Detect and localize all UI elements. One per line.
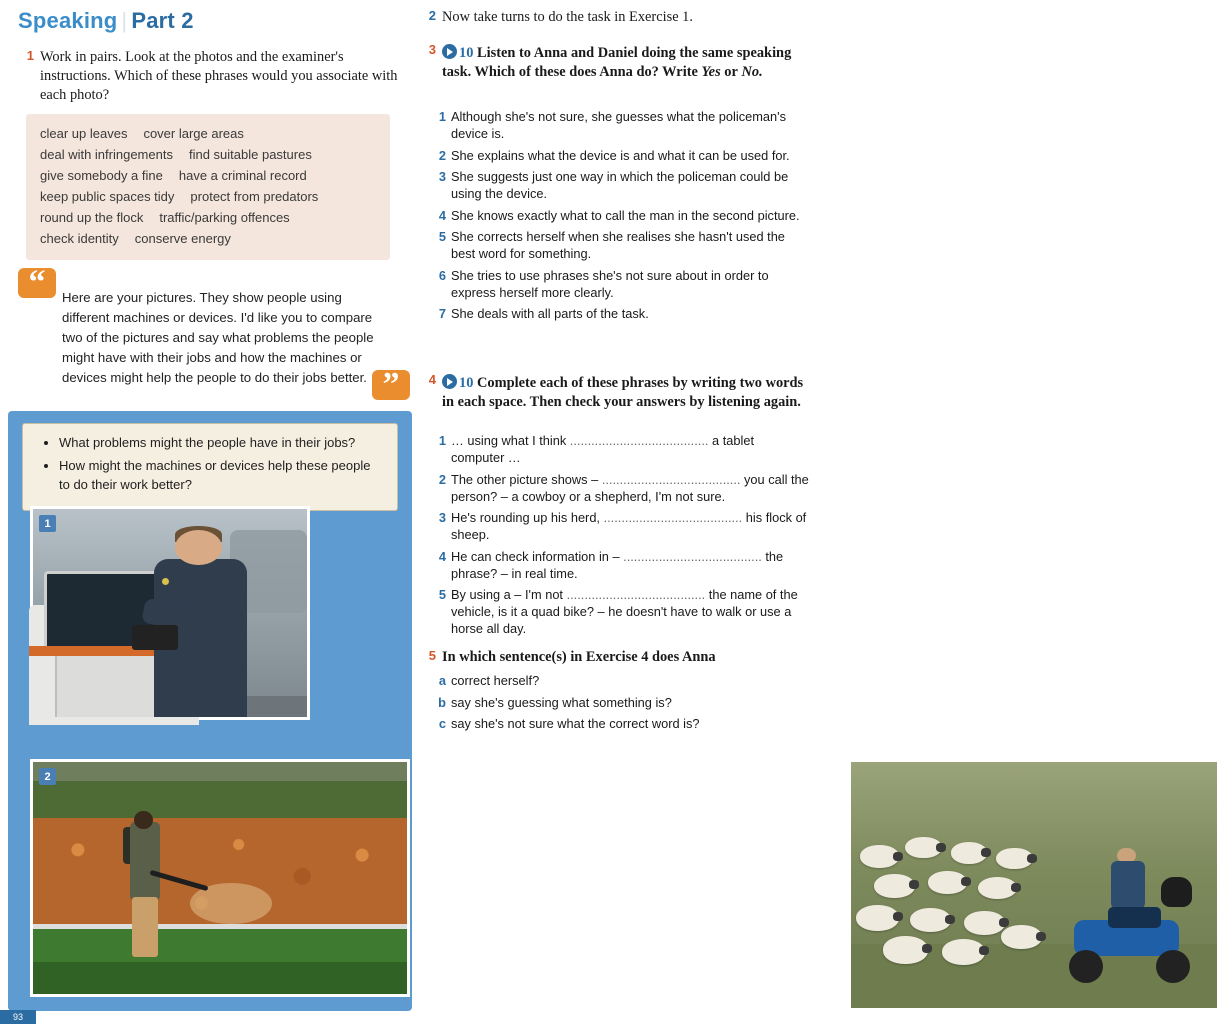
discussion-questions-box: [22, 423, 398, 511]
or-word: or: [724, 64, 738, 81]
list-item: [434, 694, 809, 711]
phrase: clear up leaves: [40, 126, 128, 141]
exercise-3-lead: [442, 42, 805, 82]
photo-label: 1: [39, 515, 56, 532]
phrase-row: [40, 123, 376, 144]
item-number: 2: [438, 471, 446, 487]
item-number: 1: [438, 433, 446, 448]
quote-close-icon: ”: [372, 370, 410, 400]
no-word: No.: [741, 64, 763, 81]
page-title-text: Speaking: [18, 8, 118, 33]
item-text-after: the phrase? – in real time.: [451, 548, 784, 581]
exercise-2-text: Now take turns to do the task in Exercise 1.: [442, 9, 693, 25]
exercise-5-items: [434, 672, 809, 737]
list-item: [434, 471, 809, 505]
list-item: [434, 207, 809, 224]
phrase: give somebody a fine: [40, 168, 163, 184]
answer-blank[interactable]: .......................................: [623, 548, 766, 564]
phrase: round up the flock: [40, 210, 144, 226]
list-item: [434, 432, 809, 466]
exercise-3-number: 3: [428, 42, 436, 57]
item-number: 1: [438, 109, 446, 124]
phrase-row: [40, 207, 376, 228]
list-item: [434, 267, 809, 301]
list-item: [434, 509, 809, 543]
exercise-4-instruction: Complete each of these phrases by writing two words in each space. Then check your answers by listening again.: [442, 375, 804, 411]
exercise-4-lead: [442, 372, 805, 412]
item-number: 5: [438, 587, 446, 603]
item-text-before: He's rounding up his herd,: [451, 510, 600, 526]
exercise-4: [420, 372, 805, 412]
page-title: [18, 8, 194, 34]
item-text-before: … using what I think: [451, 433, 567, 448]
examiner-instructions: [18, 264, 410, 403]
answer-blank[interactable]: .......................................: [566, 587, 709, 603]
item-text-after: the name of the vehicle, is it a quad bike? – he doesn't have to walk or use a horse all day.: [451, 587, 798, 637]
phrase-row: [40, 228, 376, 249]
phrase-box: [26, 114, 390, 260]
exercise-4-items: [434, 432, 809, 642]
exercise-3: [420, 42, 805, 82]
photo-leaf-blower: [30, 759, 410, 997]
answer-blank[interactable]: .......................................: [569, 433, 713, 448]
list-item: [434, 586, 809, 637]
list-item: [434, 548, 809, 582]
exercise-1: [18, 48, 412, 105]
item-text: She tries to use phrases she's not sure about in order to express herself more clearly.: [451, 267, 769, 300]
right-column: [420, 0, 809, 1024]
phrase: have a criminal record: [178, 168, 307, 184]
item-text: She deals with all parts of the task.: [451, 306, 649, 322]
photo-label: 2: [39, 768, 56, 785]
phrase: traffic/parking offences: [159, 210, 290, 226]
discussion-question: • What problems might the people have in their jobs?: [59, 434, 383, 453]
item-number: 6: [438, 267, 446, 283]
examiner-instructions-text: Here are your pictures. They show people using different machines or devices. I'd like you to compare two of the pictures and say what problems the people might have with their jobs and how the machines or devices might help the people to do their jobs better.: [62, 290, 374, 386]
exercise-5-lead: In which sentence(s) in Exercise 4 does Anna: [442, 649, 716, 665]
item-number: 4: [438, 207, 446, 223]
item-text: She suggests just one way in which the policeman could be using the device.: [451, 169, 789, 202]
item-text-before: The other picture shows –: [451, 471, 599, 487]
item-text: say she's not sure what the correct word is?: [451, 716, 700, 732]
play-icon[interactable]: [442, 44, 457, 59]
page-title-part: Part 2: [131, 8, 194, 33]
exercise-1-text: Work in pairs. Look at the photos and the examiner's instructions. Which of these phrases would you associate with each photo?: [40, 49, 398, 104]
phrase: cover large areas: [143, 126, 244, 141]
item-text-after: a tablet computer …: [451, 433, 754, 466]
exercise-1-number: 1: [26, 48, 34, 63]
list-item: [434, 672, 809, 689]
exercise-4-number: 4: [428, 372, 436, 387]
item-text: She corrects herself when she realises she hasn't used the best word for something.: [451, 229, 785, 262]
list-item: [434, 147, 809, 164]
item-number: 3: [438, 510, 446, 526]
phrase: conserve energy: [134, 231, 231, 247]
phrase: check identity: [40, 231, 119, 247]
phrase-row: [40, 186, 376, 207]
item-text-after: his flock of sheep.: [451, 510, 807, 543]
audio-track-number: 10: [459, 45, 474, 61]
item-text: She knows exactly what to call the man in the second picture.: [451, 207, 800, 223]
item-text: say she's guessing what something is?: [451, 694, 672, 710]
item-text-before: He can check information in –: [451, 548, 620, 564]
item-number: 4: [438, 548, 446, 564]
item-text-before: By using a – I'm not: [451, 587, 563, 603]
item-number: 3: [438, 169, 446, 185]
sheep-flock: [851, 831, 1078, 974]
answer-blank[interactable]: .......................................: [601, 471, 745, 487]
item-text: correct herself?: [451, 673, 540, 688]
exercise-5: [420, 648, 805, 667]
phrase: protect from predators: [190, 189, 319, 205]
item-number: 7: [438, 306, 446, 322]
photo-police-officer: [30, 506, 310, 720]
answer-blank[interactable]: .......................................: [603, 510, 746, 526]
exercise-2: [420, 8, 800, 27]
list-item: [434, 108, 809, 142]
title-divider: |: [121, 8, 128, 33]
item-text: She explains what the device is and what it can be used for.: [451, 147, 790, 163]
phrase-row: [40, 144, 376, 165]
list-item: [434, 715, 809, 732]
list-item: [434, 305, 809, 322]
quad-bike: [1063, 885, 1195, 983]
exercise-3-items: [434, 108, 809, 327]
exercise-3-instruction: Listen to Anna and Daniel doing the same speaking task. Which of these does Anna do? Write: [442, 45, 792, 81]
list-item: [434, 168, 809, 202]
item-letter: c: [438, 716, 446, 732]
item-text-after: you call the person? – a cowboy or a shepherd, I'm not sure.: [451, 471, 809, 504]
phrase-row: [40, 165, 376, 186]
play-icon[interactable]: [442, 374, 457, 389]
yes-word: Yes: [701, 64, 721, 81]
photos-panel: [8, 411, 412, 1011]
phrase: find suitable pastures: [188, 147, 312, 163]
audio-track-number: 10: [459, 375, 474, 391]
phrase: keep public spaces tidy: [40, 189, 175, 205]
left-column: [0, 0, 416, 1024]
photo-shepherd-quad-bike: [848, 759, 1220, 1011]
list-item: [434, 228, 809, 262]
discussion-question: • How might the machines or devices help these people to do their work better?: [59, 457, 383, 495]
item-text: Although she's not sure, she guesses what the policeman's device is.: [451, 109, 786, 142]
page-number: 93: [0, 1010, 36, 1024]
exercise-5-number: 5: [428, 648, 436, 663]
item-letter: b: [438, 694, 446, 710]
item-number: 2: [438, 147, 446, 163]
phrase: deal with infringements: [40, 147, 173, 163]
exercise-2-number: 2: [428, 8, 436, 23]
quote-open-icon: “: [18, 268, 56, 298]
item-letter: a: [438, 673, 446, 688]
item-number: 5: [438, 229, 446, 245]
